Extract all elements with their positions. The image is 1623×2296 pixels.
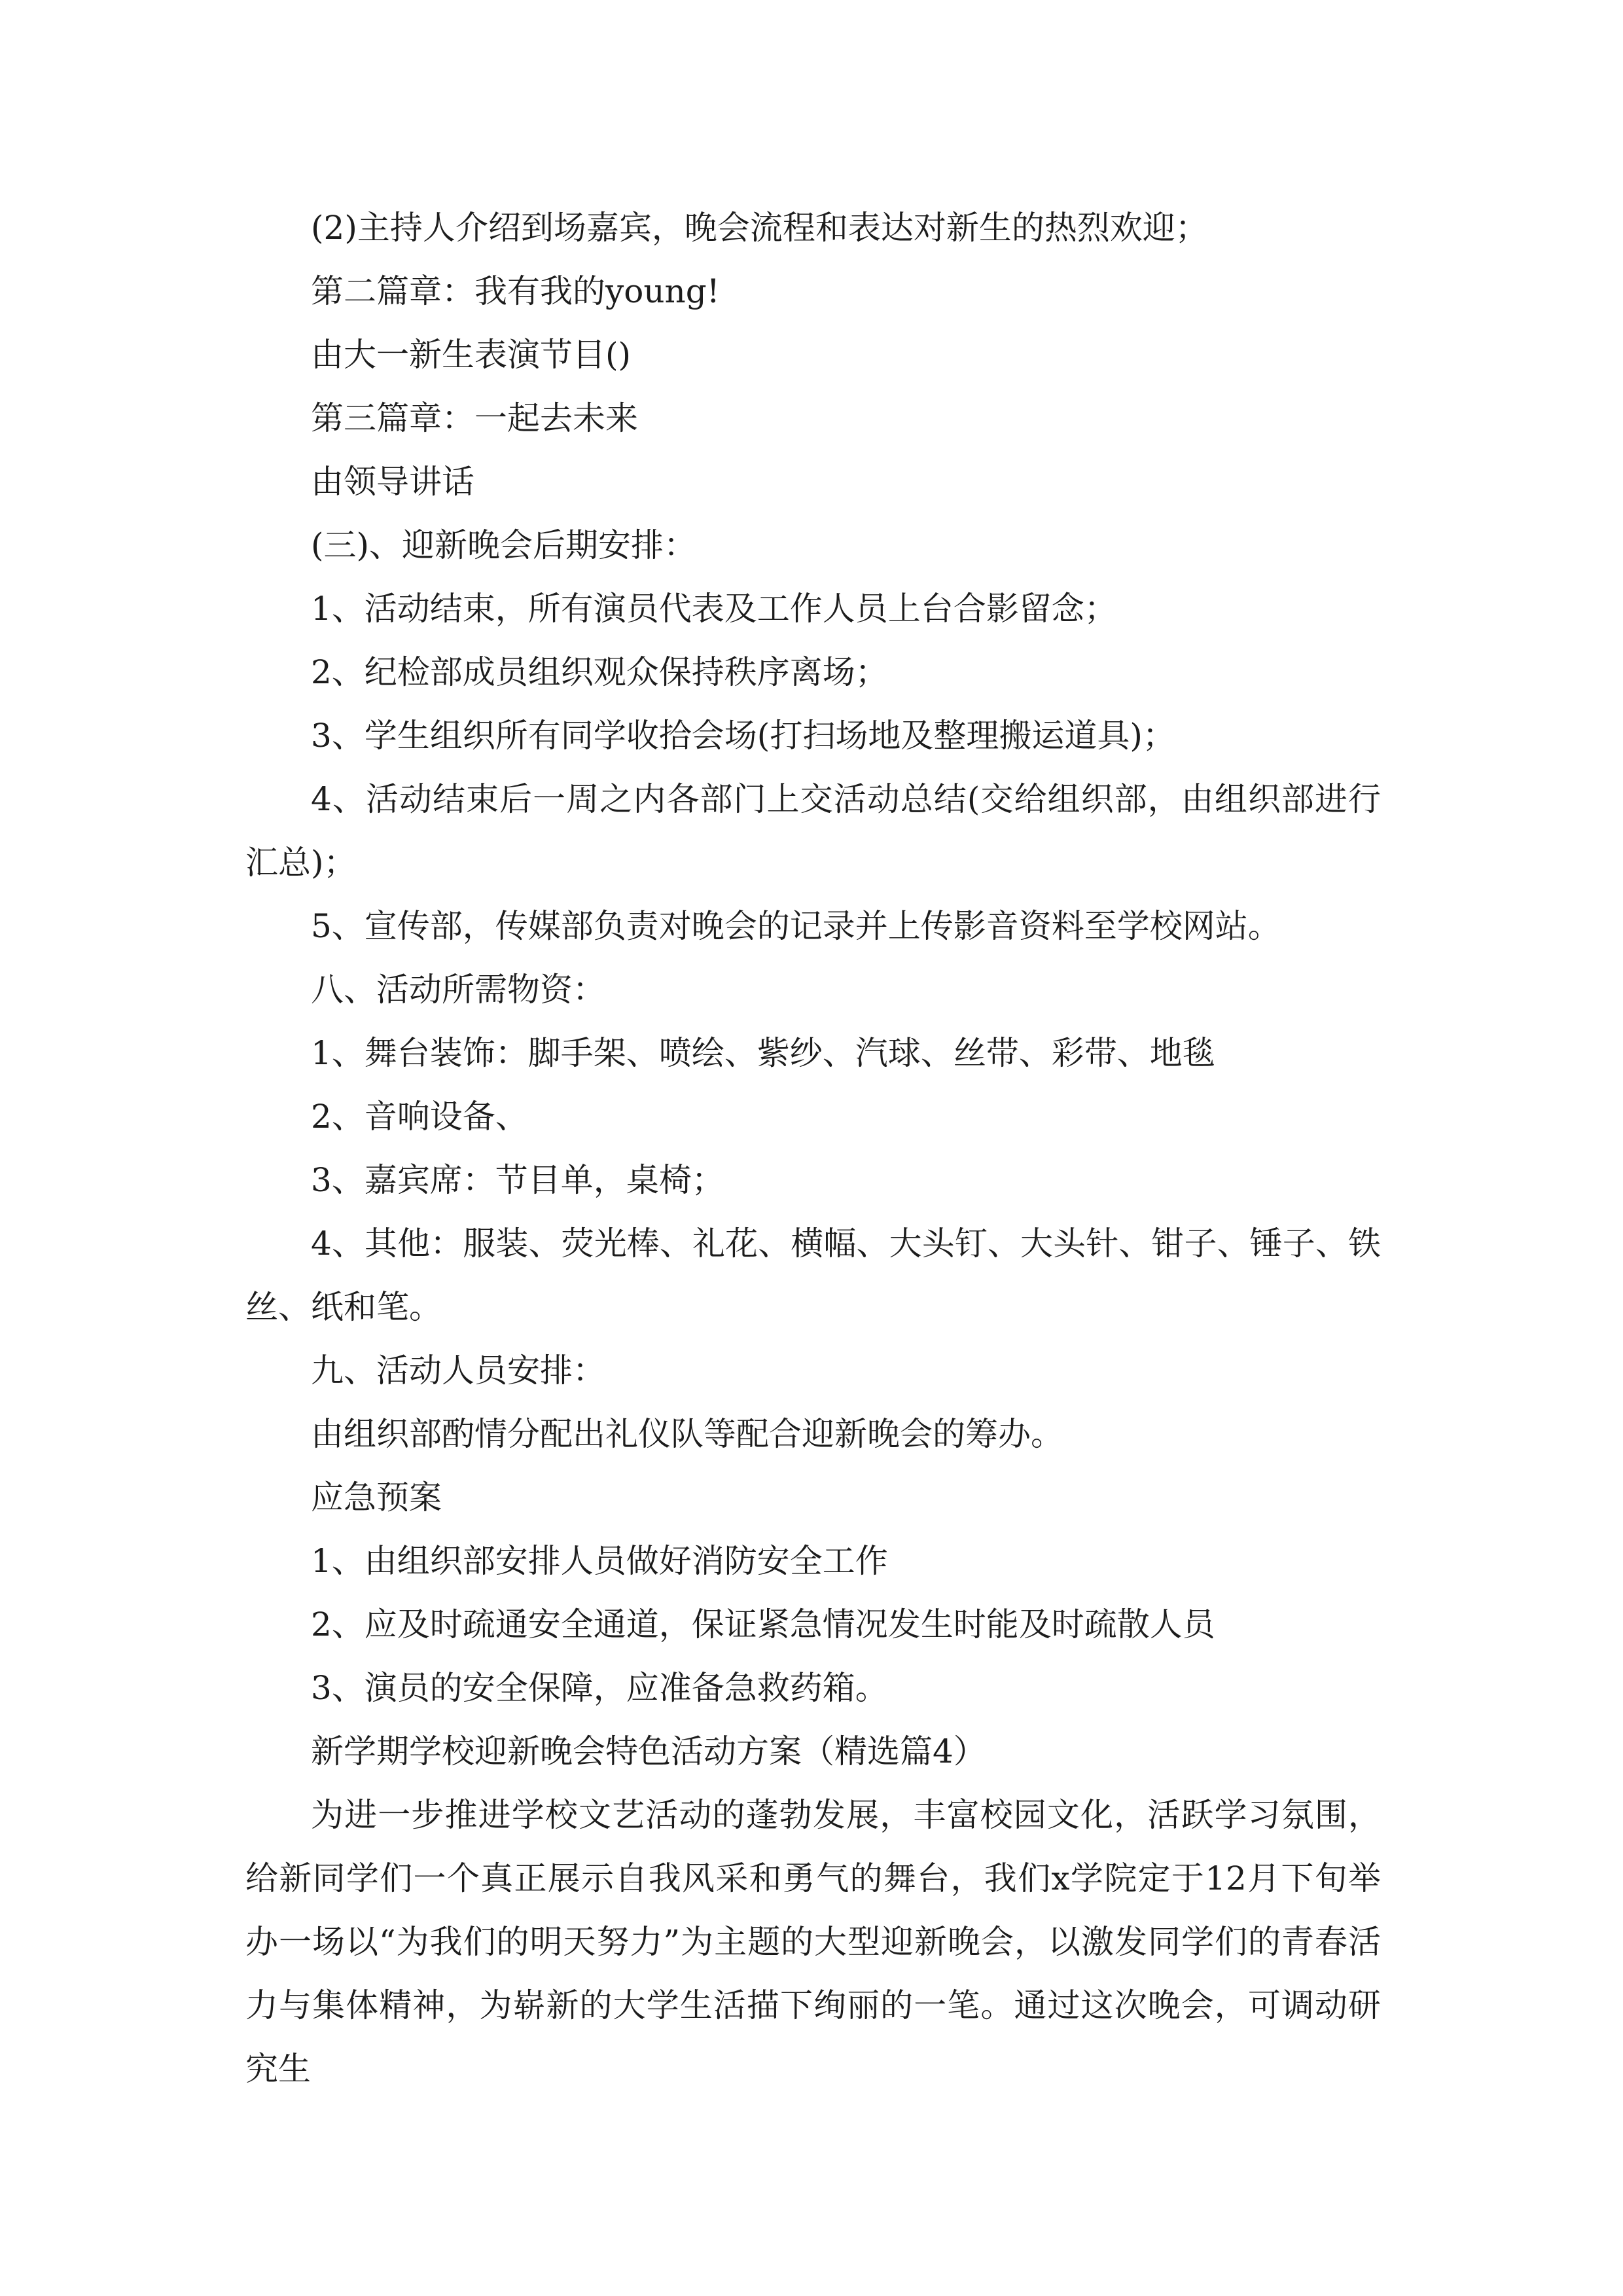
- paragraph: 由大一新生表演节目(): [311, 336, 632, 374]
- paragraph: 由组织部酌情分配出礼仪队等配合迎新晚会的筹办。: [311, 1415, 1063, 1453]
- paragraph: 3、嘉宾席：节目单，桌椅；: [311, 1161, 724, 1199]
- paragraph: 2、应及时疏通安全通道，保证紧急情况发生时能及时疏散人员: [311, 1605, 1215, 1643]
- paragraph: 第二篇章：我有我的young!: [311, 272, 720, 310]
- paragraph: 2、音响设备、: [311, 1098, 528, 1136]
- paragraph: 1、舞台装饰：脚手架、喷绘、紫纱、汽球、丝带、彩带、地毯: [311, 1034, 1215, 1072]
- paragraph: 应急预案: [311, 1479, 442, 1516]
- paragraph: (2)主持人介绍到场嘉宾，晚会流程和表达对新生的热烈欢迎；: [311, 209, 1208, 247]
- paragraph: 九、活动人员安排：: [311, 1352, 605, 1390]
- paragraph: 2、纪检部成员组织观众保持秩序离场；: [311, 653, 888, 691]
- paragraph: 4、其他：服装、荧光棒、礼花、横幅、大头钉、大头针、钳子、锤子、铁丝、纸和笔。: [245, 1225, 1381, 1326]
- paragraph: 1、由组织部安排人员做好消防安全工作: [311, 1542, 888, 1580]
- paragraph: 为进一步推进学校文艺活动的蓬勃发展，丰富校园文化，活跃学习氛围，给新同学们一个真正展示自我风采和勇气的舞台，我们x学院定于12月下旬举办一场以“为我们的明天努力”为主题的大型迎新晚会，以激发同学们的青春活力与集体精神，为崭新的大学生活描下绚丽的一笔。通过这次晚会，可调动研究生: [245, 1796, 1381, 2088]
- paragraph: 3、演员的安全保障，应准备急救药箱。: [311, 1669, 888, 1707]
- paragraph: 1、活动结束，所有演员代表及工作人员上台合影留念；: [311, 590, 1117, 628]
- paragraph: 新学期学校迎新晚会特色活动方案（精选篇4）: [311, 1732, 986, 1770]
- paragraph: 4、活动结束后一周之内各部门上交活动总结(交给组织部，由组织部进行汇总)；: [245, 780, 1381, 882]
- document-body: [245, 196, 1381, 2101]
- paragraph: 八、活动所需物资：: [311, 971, 605, 1009]
- paragraph: (三)、迎新晚会后期安排：: [311, 526, 697, 564]
- paragraph: 第三篇章：一起去未来: [311, 399, 638, 437]
- paragraph: 5、宣传部，传媒部负责对晚会的记录并上传影音资料至学校网站。: [311, 907, 1281, 945]
- paragraph: 3、学生组织所有同学收拾会场(打扫场地及整理搬运道具)；: [311, 717, 1175, 755]
- paragraph: 由领导讲话: [311, 463, 474, 501]
